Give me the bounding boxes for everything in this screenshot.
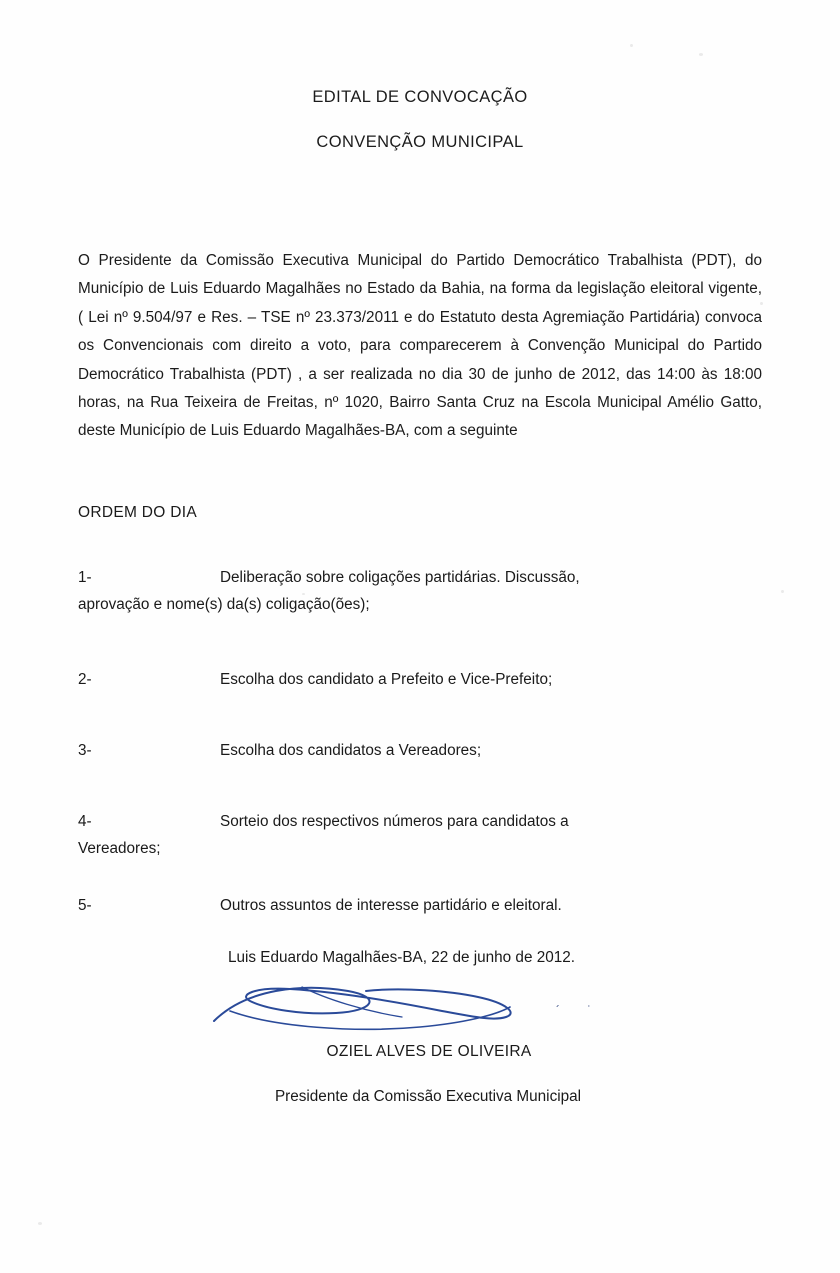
signer-role: Presidente da Comissão Executiva Municipal	[274, 1087, 582, 1105]
place-and-date: Luis Eduardo Magalhães-BA, 22 de junho de 2012.	[228, 948, 575, 966]
agenda-item	[78, 808, 762, 862]
document-title-secondary: CONVENÇÃO MUNICIPAL	[316, 133, 524, 151]
agenda-item-number: 1-	[78, 568, 92, 586]
agenda-heading: ORDEM DO DIA	[78, 503, 197, 521]
signer-name: OZIEL ALVES DE OLIVEIRA	[326, 1042, 532, 1060]
agenda-item	[78, 666, 762, 693]
agenda-item-text: Outros assuntos de interesse partidário e eleitoral.	[220, 896, 562, 914]
signature-ink-specks: ´ ˙	[556, 1002, 604, 1017]
handwritten-signature-icon	[206, 977, 536, 1043]
agenda-item-text: Escolha dos candidatos a Vereadores;	[220, 741, 482, 759]
scan-speck	[781, 590, 784, 593]
document-body	[78, 0, 762, 1106]
preamble-paragraph: O Presidente da Comissão Executiva Municipal do Partido Democrático Trabalhista (PDT), do Município de Luis Eduardo Magalhães no Estado da Bahia, na forma da legislação eleitoral vigente, ( Lei nº 9.504/97 e Res. – TSE nº 23.373/2011 e do Estatuto desta Agremiação Partidária) convoca os Convencionais com direito a voto, para comparecerem à Convenção Municipal do Partido Democrático Trabalhista (PDT) , a ser realizada no dia 30 de junho de 2012, das 14:00 às 18:00 horas, na Rua Teixeira de Freitas, nº 1020, Bairro Santa Cruz na Escola Municipal Amélio Gatto, deste Município de Luis Eduardo Magalhães-BA, com a seguinte	[78, 252, 762, 440]
agenda-item	[78, 892, 762, 919]
agenda-item-text-continuation: aprovação e nome(s) da(s) coligação(ões);	[78, 595, 370, 613]
agenda-item-text: Sorteio dos respectivos números para candidatos a	[220, 812, 569, 830]
agenda-item-text-continuation: Vereadores;	[78, 839, 161, 857]
signature-area	[78, 981, 762, 1043]
agenda-item	[78, 564, 762, 618]
agenda-item-number: 2-	[78, 670, 92, 688]
document-title-primary: EDITAL DE CONVOCAÇÃO	[312, 88, 528, 106]
agenda-item-number: 5-	[78, 896, 92, 914]
document-title-block	[78, 88, 762, 152]
agenda-item-text: Escolha dos candidato a Prefeito e Vice-Prefeito;	[220, 670, 553, 688]
agenda-item-number: 3-	[78, 741, 92, 759]
signature-block	[78, 949, 762, 1106]
agenda-list	[78, 564, 762, 919]
scan-speck	[38, 1222, 42, 1225]
agenda-item-number: 4-	[78, 812, 92, 830]
agenda-item-text: Deliberação sobre coligações partidárias. Discussão,	[220, 568, 580, 586]
agenda-item	[78, 737, 762, 764]
